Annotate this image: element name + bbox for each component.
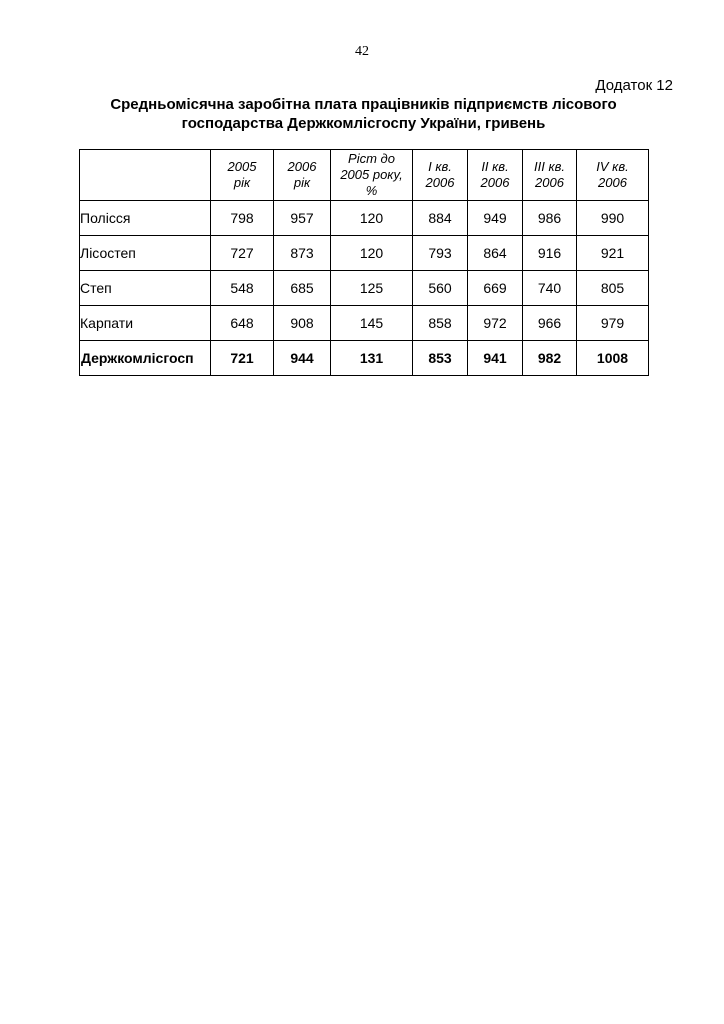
header-line: рік bbox=[233, 175, 251, 190]
row-label: Полісся bbox=[80, 201, 211, 236]
table-cell: 648 bbox=[211, 306, 274, 341]
title-line-2: господарства Держкомлісгоспу України, гривень bbox=[181, 115, 546, 132]
table-cell: 560 bbox=[413, 271, 468, 306]
table-cell: 957 bbox=[274, 201, 331, 236]
table-cell: 884 bbox=[413, 201, 468, 236]
header-line: 2006 bbox=[425, 175, 455, 190]
table-row bbox=[80, 306, 649, 341]
header-line: Ріст до bbox=[348, 151, 395, 166]
header-cell bbox=[211, 150, 274, 201]
table-cell: 798 bbox=[211, 201, 274, 236]
header-cell bbox=[468, 150, 523, 201]
table-cell: 805 bbox=[577, 271, 649, 306]
table-row bbox=[80, 201, 649, 236]
table-cell: 131 bbox=[331, 341, 413, 376]
header-cell bbox=[274, 150, 331, 201]
table-cell: 858 bbox=[413, 306, 468, 341]
table-cell: 990 bbox=[577, 201, 649, 236]
table-cell: 685 bbox=[274, 271, 331, 306]
header-line: рік bbox=[293, 175, 311, 190]
table-cell: 120 bbox=[331, 201, 413, 236]
table-cell: 740 bbox=[523, 271, 577, 306]
header-line: 2006 bbox=[598, 175, 627, 190]
header-line: ІІ кв. bbox=[481, 159, 509, 174]
header-empty-cell bbox=[80, 150, 211, 201]
table-cell: 125 bbox=[331, 271, 413, 306]
row-label: Карпати bbox=[80, 306, 211, 341]
table-cell: 120 bbox=[331, 236, 413, 271]
table-cell: 921 bbox=[577, 236, 649, 271]
appendix-label: Додаток 12 bbox=[595, 77, 673, 94]
document-title bbox=[80, 95, 647, 133]
header-line: І кв. bbox=[428, 159, 452, 174]
table-cell: 721 bbox=[211, 341, 274, 376]
table-row bbox=[80, 236, 649, 271]
table-cell: 979 bbox=[577, 306, 649, 341]
header-cell bbox=[577, 150, 649, 201]
header-line: 2006 bbox=[535, 175, 564, 190]
page-number: 42 bbox=[355, 44, 369, 59]
table-cell: 864 bbox=[468, 236, 523, 271]
table-cell: 908 bbox=[274, 306, 331, 341]
row-label: Степ bbox=[80, 271, 211, 306]
header-line: ІІІ кв. bbox=[534, 159, 565, 174]
table-cell: 793 bbox=[413, 236, 468, 271]
table-cell: 916 bbox=[523, 236, 577, 271]
table-total-row bbox=[80, 341, 649, 376]
table-cell: 972 bbox=[468, 306, 523, 341]
table-cell: 966 bbox=[523, 306, 577, 341]
table-cell: 548 bbox=[211, 271, 274, 306]
table-header-row bbox=[80, 150, 649, 201]
title-line-1: Средньомісячна заробітна плата працівників підприємств лісового bbox=[110, 96, 617, 113]
header-line: IV кв. bbox=[596, 159, 629, 174]
wage-table bbox=[79, 149, 649, 376]
header-line: % bbox=[365, 183, 378, 198]
row-label: Лісостеп bbox=[80, 236, 211, 271]
table-cell: 944 bbox=[274, 341, 331, 376]
table-cell: 727 bbox=[211, 236, 274, 271]
table-row bbox=[80, 271, 649, 306]
table-cell: 941 bbox=[468, 341, 523, 376]
header-cell bbox=[413, 150, 468, 201]
table-cell: 853 bbox=[413, 341, 468, 376]
table-cell: 982 bbox=[523, 341, 577, 376]
table-cell: 669 bbox=[468, 271, 523, 306]
header-line: 2005 року, bbox=[340, 167, 403, 182]
table-cell: 1008 bbox=[577, 341, 649, 376]
header-cell bbox=[523, 150, 577, 201]
table-cell: 986 bbox=[523, 201, 577, 236]
header-line: 2005 bbox=[227, 159, 257, 174]
row-label: Держкомлісгосп bbox=[80, 341, 211, 376]
table-cell: 145 bbox=[331, 306, 413, 341]
table-cell: 873 bbox=[274, 236, 331, 271]
header-line: 2006 bbox=[287, 159, 317, 174]
header-line: 2006 bbox=[480, 175, 510, 190]
table-cell: 949 bbox=[468, 201, 523, 236]
header-cell bbox=[331, 150, 413, 201]
